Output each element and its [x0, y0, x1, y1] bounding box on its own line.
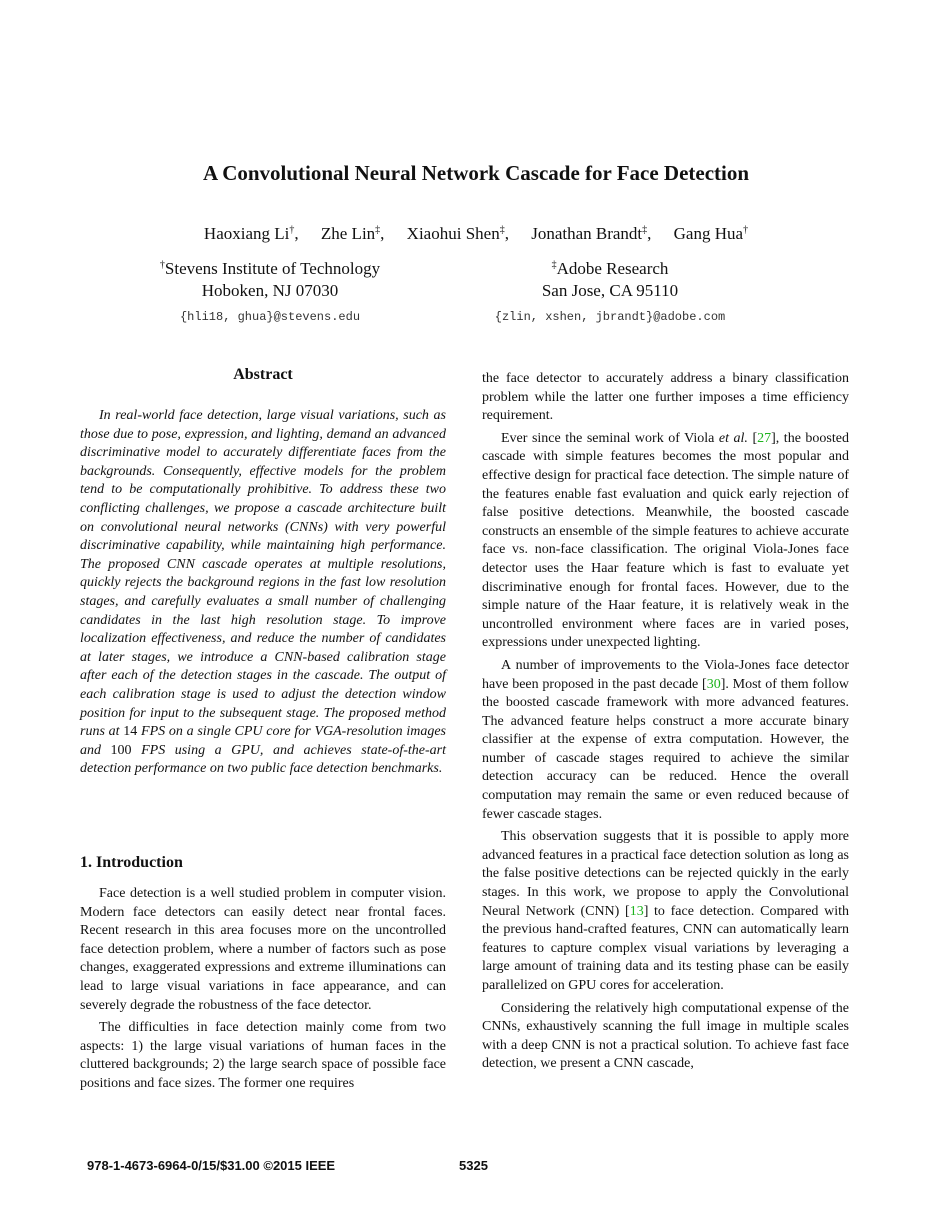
author-shen: Xiaohui Shen‡,	[406, 224, 509, 243]
right-paragraph-1: Ever since the seminal work of Viola et al. [27], the boosted cascade with simple features becomes the most popular and effective design for practical face detection. The simple nature of the features enable fast evaluation and quick early rejection of false positive detections. Meanwhile, the boosted cascade constructs an ensemble of the simple features to achieve accurate face vs. non-face classification. The original Viola-Jones face detector uses the Haar feature which is fast to evaluate yet discriminative enough for frontal faces. However, due to the simple nature of the Haar feature, it is relatively weak in the uncontrolled environment where faces are in varied poses, expressions under unexpected lighting.	[482, 430, 849, 651]
affiliation-email: {zlin, xshen, jbrandt}@adobe.com	[494, 310, 726, 324]
affiliation-institution: ‡Adobe Research	[551, 259, 669, 278]
right-paragraph-3: This observation suggests that it is possible to apply more advanced features in a practical face detection solution as long as the false positive detections can be rejected quickly in the early stages. In this work, we propose to apply the Convolutional Neural Network (CNN) [13] to face detection. Compared with the previous hand-crafted features, CNN can automatically learn features to capture complex visual variations by leveraging a large amount of training data and its testing phase can be easily parallelized on GPU cores for acceleration.	[482, 829, 849, 993]
affiliation-adobe	[460, 258, 760, 328]
right-column-text	[482, 370, 849, 1078]
author-lin: Zhe Lin‡,	[320, 224, 385, 243]
affiliation-location: Hoboken, NJ 07030	[201, 281, 339, 300]
paper-title: A Convolutional Neural Network Cascade for Face Detection	[202, 161, 750, 185]
intro-paragraph-2: The difficulties in face detection mainly come from two aspects: 1) the large visual variations of human faces in the cluttered backgrounds; 2) the large search space of possible face positions and face sizes. The former one requires	[80, 1020, 446, 1091]
right-paragraph-0: the face detector to accurately address a binary classification problem while the latter one further imposes a time efficiency requirement.	[482, 371, 849, 424]
affiliation-stevens	[140, 258, 400, 328]
abstract-paragraph: In real-world face detection, large visual variations, such as those due to pose, expression, and lighting, demand an advanced discriminative model to accurately differentiate faces from the backgrounds. Consequently, effective models for the problem tend to be computationally prohibitive. To address these two conflicting challenges, we propose a cascade architecture built on convolutional neural networks (CNNs) with very powerful discriminative capability, while maintaining high performance. The proposed CNN cascade operates at multiple resolutions, quickly rejects the background regions in the fast low resolution stages, and carefully evaluates a small number of challenging candidates in the last high resolution stage. To improve localization effectiveness, and reduce the number of candidates at later stages, we introduce a CNN-based calibration stage after each of the detection stages in the cascade. The output of each calibration stage is used to adjust the detection window position for input to the subsequent stage. The proposed method runs at 14 FPS on a single CPU core for VGA-resolution images and 100 FPS using a GPU, and achieves state-of-the-art detection performance on two public face detection benchmarks.	[80, 408, 446, 777]
citation-link[interactable]: 13	[629, 903, 644, 919]
affiliation-institution: †Stevens Institute of Technology	[159, 259, 381, 278]
affiliation-email: {hli18, ghua}@stevens.edu	[179, 310, 361, 324]
author-hua: Gang Hua†	[673, 224, 749, 243]
right-paragraph-4: Considering the relatively high computational expense of the CNNs, exhaustively scanning the full image in multiple scales with a deep CNN is not a practical solution. To achieve fast face detection, we present a CNN cascade,	[482, 1000, 849, 1072]
citation-link[interactable]: 27	[757, 430, 772, 446]
abstract-heading: Abstract	[233, 366, 293, 383]
author-list	[0, 224, 952, 244]
page-number: 5325	[459, 1158, 488, 1173]
author-brandt: Jonathan Brandt‡,	[531, 224, 652, 243]
affiliation-location: San Jose, CA 95110	[541, 281, 679, 300]
introduction-heading: 1. Introduction	[80, 854, 183, 871]
intro-paragraph-1: Face detection is a well studied problem in computer vision. Modern face detectors can easily detect near frontal faces. Recent research in this area focuses more on the uncontrolled face detection problem, where a number of factors such as pose changes, exaggerated expressions and extreme illuminations can lead to large visual variations in face appearance, and can severely degrade the robustness of the face detector.	[80, 886, 446, 1013]
author-li: Haoxiang Li†,	[203, 224, 299, 243]
citation-link[interactable]: 30	[706, 676, 721, 692]
introduction-text	[80, 885, 446, 1098]
abstract-text	[80, 407, 446, 783]
right-paragraph-2: A number of improvements to the Viola-Jones face detector have been proposed in the past decade [30]. Most of them follow the boosted cascade framework with more advanced features. The advanced feature helps construct a more accurate binary classifier at the expense of extra computation. However, the number of cascade stages required to achieve the similar detection accuracy can be reduced. Hence the overall computation may remain the same or even reduced because of fewer cascade stages.	[482, 657, 849, 822]
footer-isbn: 978-1-4673-6964-0/15/$31.00 ©2015 IEEE	[87, 1158, 336, 1173]
